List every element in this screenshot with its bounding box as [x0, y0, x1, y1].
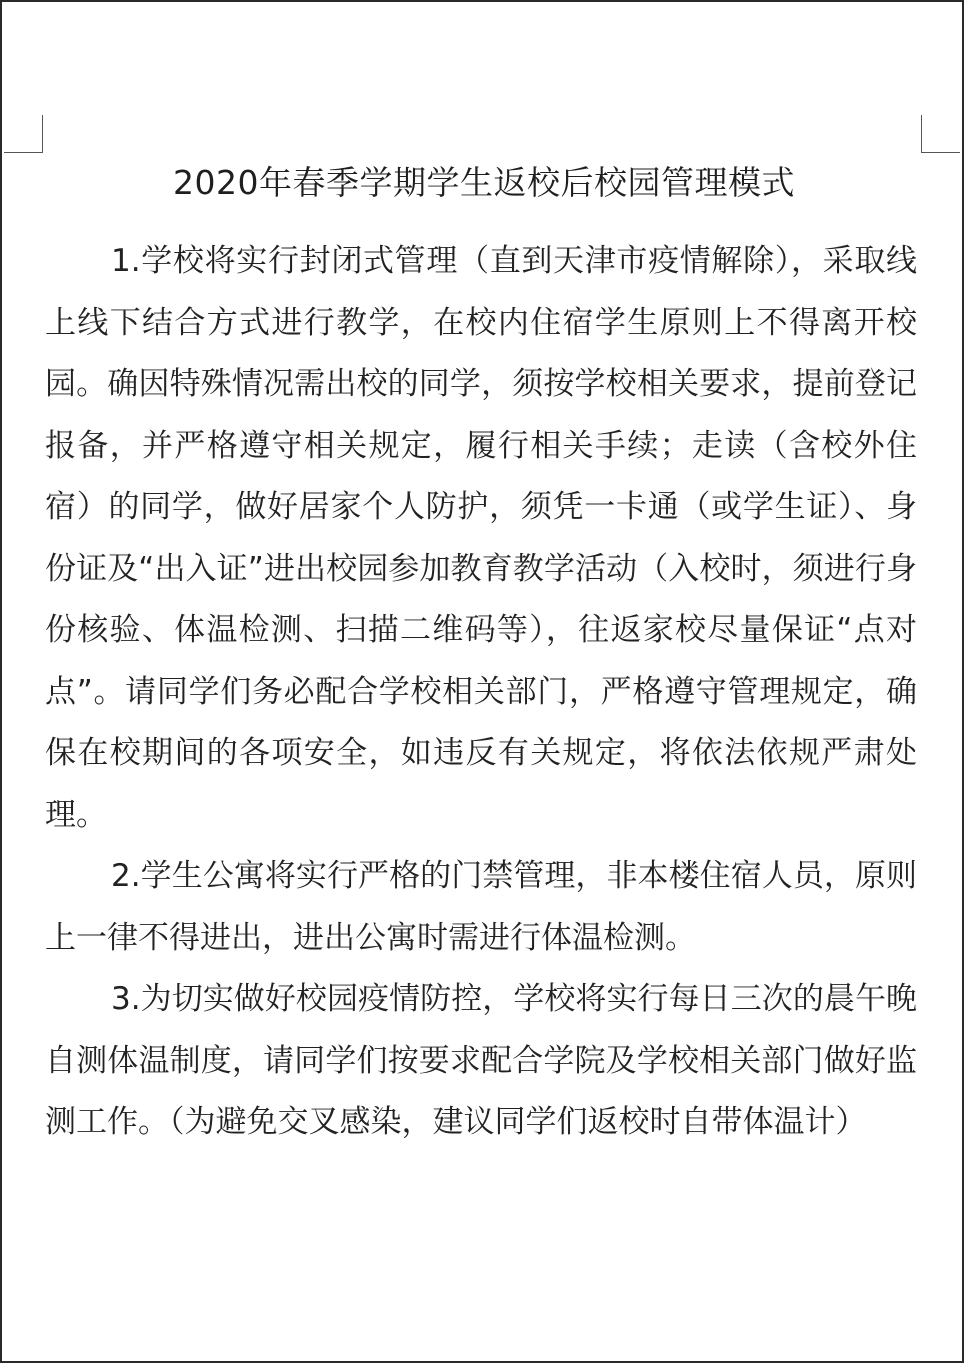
paragraph-2: 2.学生公寓将实行严格的门禁管理，非本楼住宿人员，原则上一律不得进出，进出公寓时需进行体温检测。	[45, 858, 917, 956]
paragraph-3: 3.为切实做好校园疫情防控，学校将实行每日三次的晨午晚自测体温制度，请同学们按要求配合学院及学校相关部门做好监测工作。（为避免交叉感染，建议同学们返校时自带体温计）	[45, 981, 917, 1140]
document-title: 2020年春季学期学生返校后校园管理模式	[173, 163, 795, 202]
margin-corner-mark-right	[921, 115, 960, 153]
margin-corner-mark-left	[4, 115, 43, 153]
document-body	[45, 231, 917, 1154]
paragraph-1: 1.学校将实行封闭式管理（直到天津市疫情解除），采取线上线下结合方式进行教学，在校内住宿学生原则上不得离开校园。确因特殊情况需出校的同学，须按学校相关要求，提前登记报备，并严格遵守相关规定，履行相关手续；走读（含校外住宿）的同学，做好居家个人防护，须凭一卡通（或学生证）、身份证及“出入证”进出校园参加教育教学活动（入校时，须进行身份核验、体温检测、扫描二维码等），往返家校尽量保证“点对点”。请同学们务必配合学校相关部门，严格遵守管理规定，确保在校期间的各项安全，如违反有关规定，将依法依规严肃处理。	[45, 243, 917, 833]
